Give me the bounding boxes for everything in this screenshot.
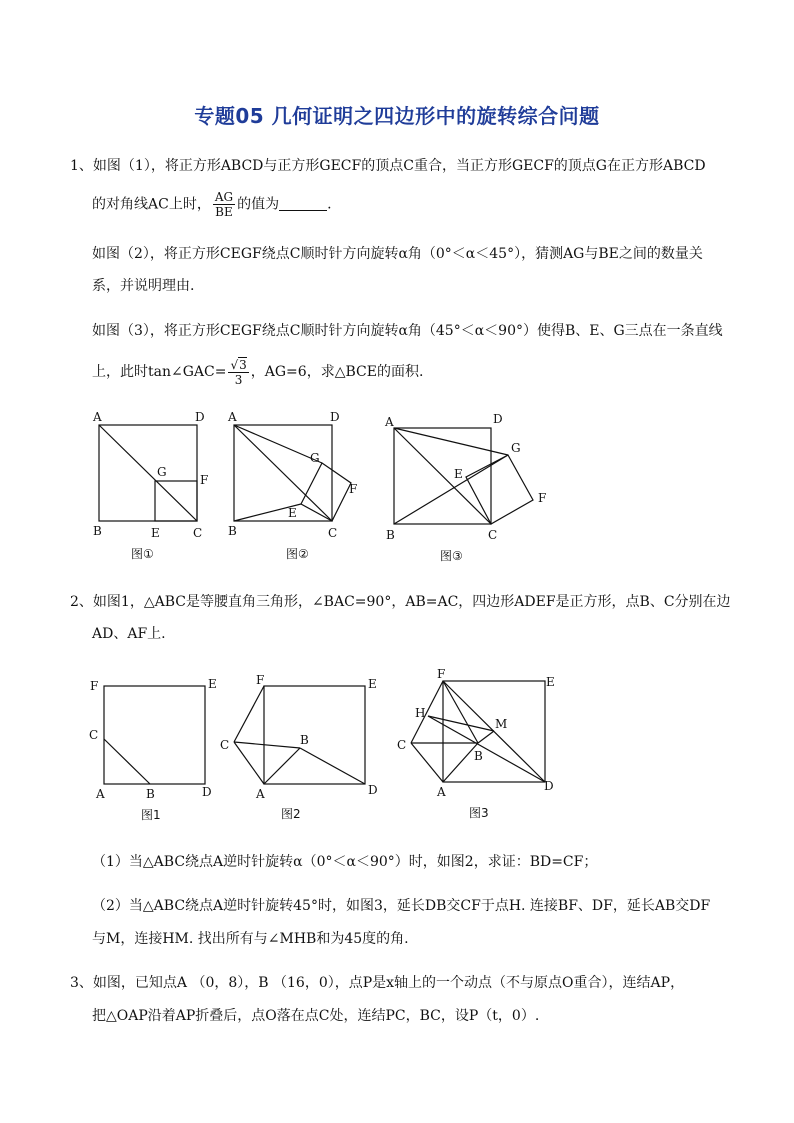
p2f3-label-h: H xyxy=(415,706,426,720)
p1f2-label-f: F xyxy=(349,482,358,496)
p1f2-label-e: E xyxy=(288,506,297,520)
p2f2-label-c: C xyxy=(220,738,230,752)
p1f1-label-d: D xyxy=(195,410,205,424)
p2f3-segment-hm xyxy=(428,716,494,731)
sqrt-denominator: 3 xyxy=(234,373,243,387)
p1f1-diagonal-ac xyxy=(99,425,197,521)
p2f1-label-e: E xyxy=(208,677,217,691)
p1-figure1-labels xyxy=(92,410,208,561)
p1-figure3-labels xyxy=(384,412,546,563)
p1f1-label-e: E xyxy=(151,526,160,540)
problem2-question1: （1）当△ABC绕点A逆时针旋转α（0°＜α＜90°）时，如图2，求证：BD=CF； xyxy=(92,854,598,870)
problem1-line6-b: ，AG=6，求△BCE的面积. xyxy=(250,364,424,380)
problem2-question2-line2: 与M，连接HM. 找出所有与∠MHB和为45度的角. xyxy=(92,931,409,947)
problem1-line6-a: 上，此时tan∠GAC= xyxy=(92,364,227,380)
p2f2-segment-fc xyxy=(234,686,264,742)
p2f2-segment-ca xyxy=(234,742,264,784)
problem2-line2: AD、AF上. xyxy=(92,626,166,642)
p2f3-segment-dh xyxy=(428,716,545,782)
p2f1-label-a: A xyxy=(96,787,105,801)
p2f3-segment-ab xyxy=(443,743,478,782)
p1f3-label-g: G xyxy=(511,441,521,455)
p2f1-label-b: B xyxy=(146,787,155,801)
fraction-numerator: AG xyxy=(214,190,234,204)
p1f3-label-f: F xyxy=(538,491,547,505)
p2f1-label-c: C xyxy=(89,728,99,742)
p2-figure1-labels xyxy=(89,677,217,822)
p1f2-label-c: C xyxy=(328,526,338,540)
p1-figure2-labels xyxy=(227,410,357,561)
p2f3-label-d: D xyxy=(544,779,554,793)
p2-figure3-geometry xyxy=(411,681,545,782)
p2f1-label-d: D xyxy=(202,785,212,799)
problem1-line3: 如图（2），将正方形CEGF绕点C顺时针方向旋转α角（0°＜α＜45°），猜测AG与BE之间的数量关 xyxy=(92,246,703,262)
problem2-question2-line1: （2）当△ABC绕点A逆时针旋转45°时，如图3，延长DB交CF于点H. 连接BF、DF，延长AB交DF xyxy=(92,898,711,914)
p2-fig3-caption: 图3 xyxy=(469,806,489,820)
sqrt-numerator: √3 xyxy=(230,358,247,372)
p2f2-segment-ab xyxy=(264,748,300,784)
p1f2-label-a: A xyxy=(228,410,237,424)
p1f1-label-f: F xyxy=(200,473,209,487)
p2f2-label-f: F xyxy=(256,673,265,687)
p2-fig1-caption: 图1 xyxy=(141,808,161,822)
p1f2-square-cegf xyxy=(301,463,351,521)
problem1-line1: 1、如图（1），将正方形ABCD与正方形GECF的顶点C重合，当正方形GECF的顶点G在正方形ABCD xyxy=(70,158,706,174)
problem1-line2-b: 的值为 xyxy=(237,196,280,213)
p2f3-segment-ca xyxy=(411,743,443,782)
p1f3-label-d: D xyxy=(493,412,503,426)
p1-fig1-caption: 图① xyxy=(131,547,154,561)
p2-fig2-caption: 图2 xyxy=(281,807,301,821)
p1f1-label-g: G xyxy=(157,465,167,479)
p2f3-label-m: M xyxy=(495,717,508,731)
p1-figure1-geometry xyxy=(99,425,197,521)
p2-figure2-labels xyxy=(220,673,378,821)
p2-figure1-geometry xyxy=(104,686,205,784)
p2f2-segment-bd xyxy=(300,748,365,784)
p2f2-label-b: B xyxy=(300,733,309,747)
p1f2-label-b: B xyxy=(228,524,237,538)
p2f1-segment-cb xyxy=(104,739,150,784)
problem1-line5: 如图（3），将正方形CEGF绕点C顺时针方向旋转α角（45°＜α＜90°）使得B、E、G三点在一条直线 xyxy=(92,323,723,339)
p2f3-label-c: C xyxy=(397,738,407,752)
fraction-denominator: BE xyxy=(215,205,233,219)
problem2-line1: 2、如图1，△ABC是等腰直角三角形，∠BAC=90°，AB=AC，四边形ADEF是正方形，点B、C分别在边 xyxy=(70,594,731,610)
p2f2-segment-cb xyxy=(234,742,300,748)
p1f2-segment-ag xyxy=(234,425,322,463)
p1f1-label-b: B xyxy=(93,524,102,538)
problem1-line4: 系，并说明理由. xyxy=(92,278,195,294)
problem3-line2: 把△OAP沿着AP折叠后，点O落在点C处，连结PC，BC，设P（t，0）. xyxy=(92,1008,540,1024)
page-title: 专题05 几何证明之四边形中的旋转综合问题 xyxy=(194,104,600,128)
p1f3-label-e: E xyxy=(454,467,463,481)
p1f3-square-cegf xyxy=(466,455,533,524)
p1f3-diagonal-ac xyxy=(394,428,491,524)
p2f1-label-f: F xyxy=(90,679,99,693)
p2f3-segment-fd xyxy=(443,681,545,782)
p1f2-label-g: G xyxy=(310,451,320,465)
problem1-line2-c: . xyxy=(327,196,332,213)
p1-fig3-caption: 图③ xyxy=(440,549,463,563)
p2f3-label-b: B xyxy=(474,749,483,763)
problem1-line2-a: 的对角线AC上时， xyxy=(92,196,211,213)
p1f3-label-c: C xyxy=(488,528,498,542)
p2f3-label-a: A xyxy=(437,785,446,799)
p1f3-label-a: A xyxy=(385,415,394,429)
p2f3-segment-bm xyxy=(478,731,494,743)
p2f2-label-d: D xyxy=(368,783,378,797)
p1f3-label-b: B xyxy=(386,528,395,542)
p2f3-label-f: F xyxy=(437,667,446,681)
p1-fig2-caption: 图② xyxy=(286,547,309,561)
p1f1-label-c: C xyxy=(193,526,203,540)
p2f3-label-e: E xyxy=(546,675,555,689)
problem3-line1: 3、如图，已知点A （0，8），B （16，0），点P是x轴上的一个动点（不与原点O重合），连结AP， xyxy=(70,975,685,991)
p2f2-label-e: E xyxy=(368,677,377,691)
p2f1-square-adef xyxy=(104,686,205,784)
p1f2-label-d: D xyxy=(330,410,340,424)
p2f2-label-a: A xyxy=(256,787,265,801)
p1f1-label-a: A xyxy=(93,410,102,424)
